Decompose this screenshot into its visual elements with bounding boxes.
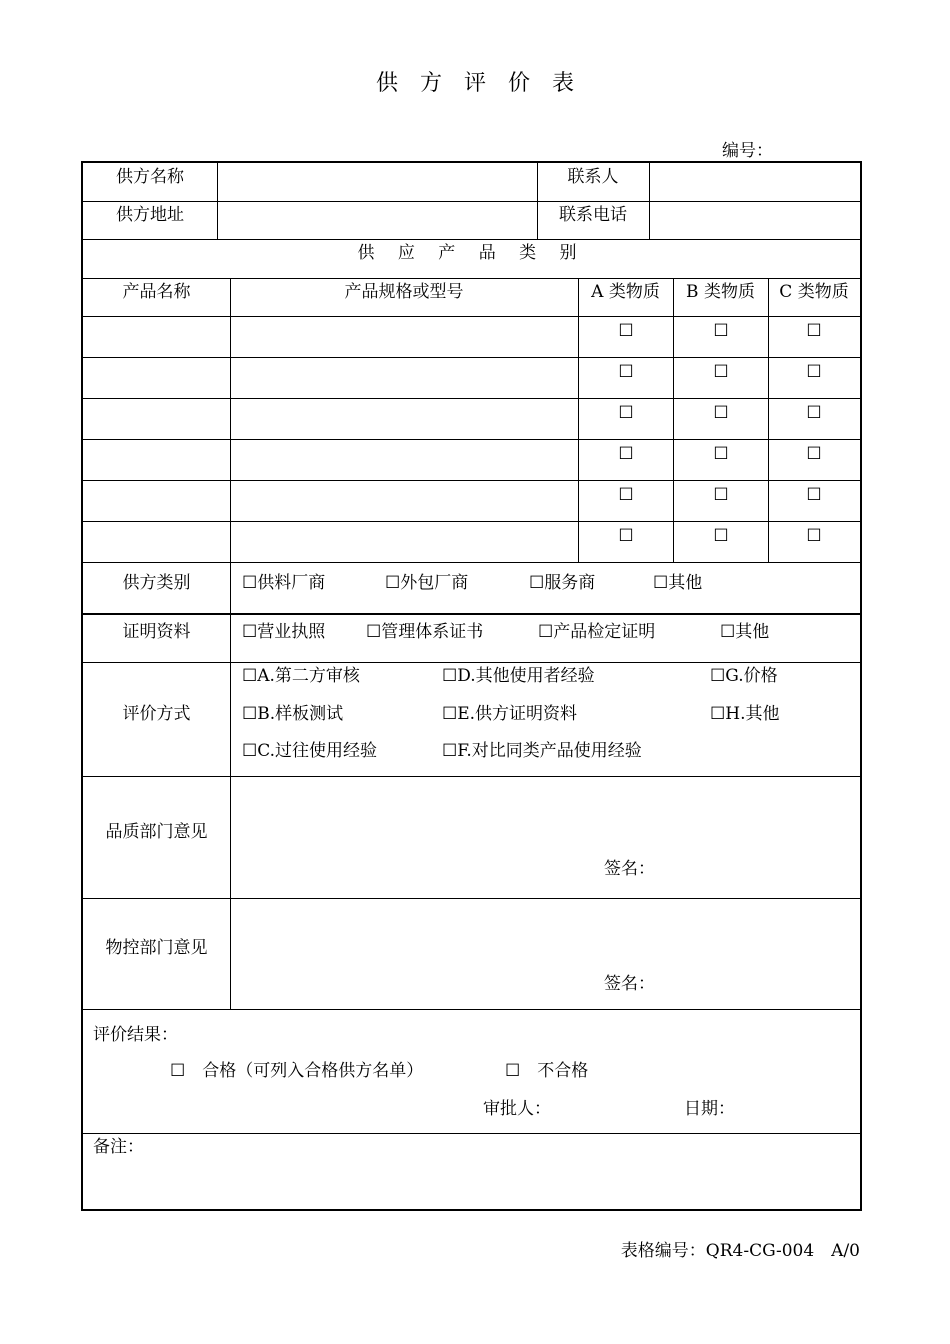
supplier-type-label: 供方类别 — [122, 573, 191, 593]
certificate-management-system-checkbox[interactable]: ☐管理体系证书 — [366, 622, 484, 642]
product-name-cell[interactable] — [83, 522, 229, 562]
class-a-checkbox[interactable]: ☐ — [618, 362, 634, 382]
class-c-checkbox[interactable]: ☐ — [806, 362, 822, 382]
form-code: 表格编号：QR4-CG-004 A/0 — [620, 1241, 860, 1261]
column-header-class-b: B 类物质 — [686, 282, 755, 302]
class-a-checkbox[interactable]: ☐ — [618, 403, 634, 423]
product-spec-cell[interactable] — [232, 317, 577, 357]
method-comparison-checkbox[interactable]: ☐F.对比同类产品使用经验 — [442, 741, 642, 761]
supplier-name-field[interactable] — [219, 163, 536, 200]
method-sample-test-checkbox[interactable]: ☐B.样板测试 — [242, 704, 344, 724]
product-name-cell[interactable] — [83, 481, 229, 521]
supplier-type-material-checkbox[interactable]: ☐供料厂商 — [242, 573, 326, 593]
product-spec-cell[interactable] — [232, 358, 577, 398]
quality-opinion-field[interactable] — [232, 777, 860, 897]
quality-sign-label: 签名： — [604, 859, 655, 879]
evaluation-result-label: 评价结果： — [93, 1025, 178, 1045]
material-opinion-field[interactable] — [232, 899, 860, 1008]
result-fail-checkbox[interactable]: ☐ 不合格 — [505, 1061, 589, 1081]
certificate-product-inspection-checkbox[interactable]: ☐产品检定证明 — [538, 622, 656, 642]
evaluation-method-label: 评价方式 — [122, 704, 191, 724]
column-header-class-c: C 类物质 — [779, 282, 849, 302]
page-title: 供方评价表 — [375, 71, 596, 96]
class-c-checkbox[interactable]: ☐ — [806, 444, 822, 464]
method-other-checkbox[interactable]: ☐H.其他 — [710, 704, 780, 724]
product-spec-cell[interactable] — [232, 440, 577, 480]
product-name-cell[interactable] — [83, 440, 229, 480]
supplier-type-other-checkbox[interactable]: ☐其他 — [653, 573, 703, 593]
class-c-checkbox[interactable]: ☐ — [806, 403, 822, 423]
contact-person-label: 联系人 — [567, 167, 619, 187]
column-header-class-a: A 类物质 — [591, 282, 660, 302]
certificate-other-checkbox[interactable]: ☐其他 — [720, 622, 770, 642]
supplier-name-label: 供方名称 — [116, 167, 184, 187]
method-supplier-documents-checkbox[interactable]: ☐E.供方证明资料 — [442, 704, 578, 724]
class-b-checkbox[interactable]: ☐ — [713, 403, 729, 423]
class-a-checkbox[interactable]: ☐ — [618, 321, 634, 341]
column-header-spec-model: 产品规格或型号 — [344, 282, 464, 302]
product-name-cell[interactable] — [83, 399, 229, 439]
supplier-type-service-checkbox[interactable]: ☐服务商 — [529, 573, 596, 593]
product-name-cell[interactable] — [83, 358, 229, 398]
method-second-party-audit-checkbox[interactable]: ☐A.第二方审核 — [242, 666, 360, 686]
contact-phone-field[interactable] — [651, 202, 860, 238]
remarks-label: 备注： — [93, 1137, 144, 1157]
class-a-checkbox[interactable]: ☐ — [618, 526, 634, 546]
remarks-field[interactable] — [83, 1160, 860, 1209]
supplier-address-field[interactable] — [219, 202, 536, 238]
class-c-checkbox[interactable]: ☐ — [806, 526, 822, 546]
class-c-checkbox[interactable]: ☐ — [806, 485, 822, 505]
product-category-header: 供 应 产 品 类 别 — [357, 243, 586, 263]
result-pass-checkbox[interactable]: ☐ 合格（可列入合格供方名单） — [170, 1061, 424, 1081]
class-b-checkbox[interactable]: ☐ — [713, 526, 729, 546]
certificate-business-license-checkbox[interactable]: ☐营业执照 — [242, 622, 326, 642]
quality-opinion-label: 品质部门意见 — [105, 822, 208, 842]
material-sign-label: 签名： — [604, 974, 655, 994]
material-opinion-label: 物控部门意见 — [105, 938, 208, 958]
supplier-address-label: 供方地址 — [116, 205, 184, 225]
class-b-checkbox[interactable]: ☐ — [713, 362, 729, 382]
method-price-checkbox[interactable]: ☐G.价格 — [710, 666, 778, 686]
product-spec-cell[interactable] — [232, 522, 577, 562]
date-label: 日期： — [684, 1099, 735, 1119]
approver-label: 审批人： — [483, 1099, 551, 1119]
method-past-usage-checkbox[interactable]: ☐C.过往使用经验 — [242, 741, 378, 761]
supplier-type-outsourcing-checkbox[interactable]: ☐外包厂商 — [385, 573, 469, 593]
class-a-checkbox[interactable]: ☐ — [618, 485, 634, 505]
class-b-checkbox[interactable]: ☐ — [713, 321, 729, 341]
class-a-checkbox[interactable]: ☐ — [618, 444, 634, 464]
class-b-checkbox[interactable]: ☐ — [713, 444, 729, 464]
product-spec-cell[interactable] — [232, 399, 577, 439]
contact-person-field[interactable] — [651, 163, 860, 200]
certificates-label: 证明资料 — [122, 622, 191, 642]
class-b-checkbox[interactable]: ☐ — [713, 485, 729, 505]
product-name-cell[interactable] — [83, 317, 229, 357]
class-c-checkbox[interactable]: ☐ — [806, 321, 822, 341]
document-number-label: 编号： — [722, 141, 773, 161]
evaluation-form-table — [81, 161, 862, 1211]
method-other-user-experience-checkbox[interactable]: ☐D.其他使用者经验 — [442, 666, 595, 686]
column-header-product-name: 产品名称 — [122, 282, 191, 302]
product-spec-cell[interactable] — [232, 481, 577, 521]
contact-phone-label: 联系电话 — [559, 205, 627, 225]
